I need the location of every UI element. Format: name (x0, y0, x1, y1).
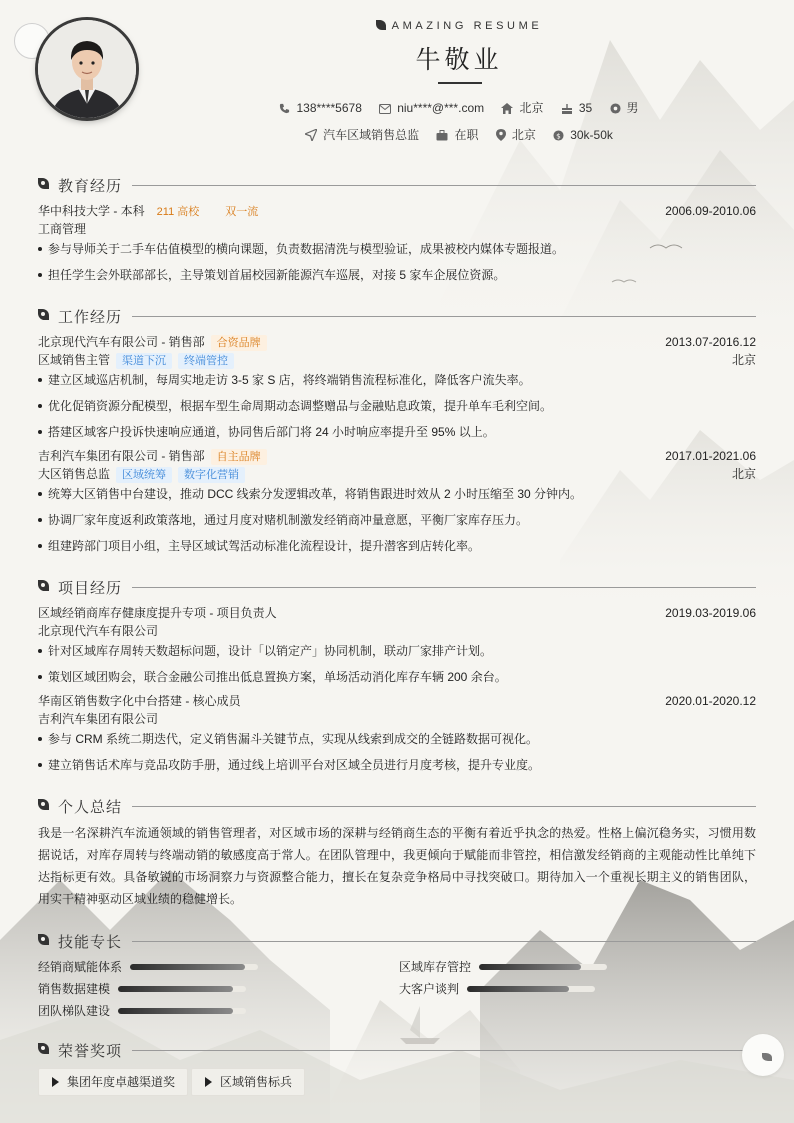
education-header (38, 202, 756, 220)
skill-item (38, 958, 122, 976)
project-title: 华南区销售数字化中台搭建 - 核心成员 (38, 694, 241, 708)
section-project (38, 577, 756, 597)
leaf-icon (38, 580, 49, 591)
project-header (38, 604, 756, 622)
section-work (38, 306, 756, 326)
leaf-icon (38, 1043, 49, 1054)
project-org: 吉利汽车集团有限公司 (38, 712, 159, 726)
work-period: 2013.07-2016.12 (665, 335, 756, 349)
section-divider (132, 941, 756, 942)
gender-icon (610, 103, 621, 114)
list-item: 协调厂家年度返利政策落地，通过月度对赌机制激发经销商冲量意愿，平衡厂家库存压力。 (38, 511, 756, 529)
work-city: 北京 (731, 467, 756, 481)
contact-age-text: 35 (578, 101, 593, 115)
leaf-icon (38, 799, 49, 810)
job-status (436, 126, 478, 143)
contact-home-text: 北京 (519, 101, 544, 115)
section-education (38, 175, 756, 195)
skill-bar-fill (118, 986, 233, 992)
skill-name: 大客户谈判 (399, 982, 460, 996)
skill-name: 团队梯队建设 (38, 1004, 111, 1018)
contact-row (124, 99, 794, 116)
leaf-icon (38, 178, 49, 189)
project-period: 2019.03-2019.06 (665, 606, 756, 620)
work-city: 北京 (731, 353, 756, 367)
brand-label (0, 20, 794, 32)
skill-name: 销售数据建模 (38, 982, 111, 996)
contact-phone (279, 101, 361, 115)
skill-bar-fill (467, 986, 569, 992)
job-location-text: 北京 (511, 128, 536, 142)
back-to-top-button[interactable] (742, 1034, 784, 1076)
skill-item (38, 980, 110, 998)
list-item: 参与 CRM 系统二期迭代，定义销售漏斗关键节点，实现从线索到成交的全链路数据可视化。 (38, 730, 756, 748)
section-awards (38, 1040, 756, 1060)
leaf-icon (376, 20, 386, 30)
list-item: 统筹大区销售中台建设，推动 DCC 线索分发逻辑改革，将销售跟进时效从 2 小时压缩至 30 分钟内。 (38, 485, 756, 503)
skill-item (399, 958, 471, 976)
list-item: 参与导师关于二手车估值模型的横向课题，负责数据清洗与模型验证，成果被校内媒体专题报道。 (38, 240, 756, 258)
job-row (124, 126, 794, 143)
education-school: 华中科技大学 - 本科 (38, 204, 145, 218)
job-status-text: 在职 (454, 128, 479, 142)
section-divider (132, 185, 756, 186)
list-item: 搭建区域客户投诉快速响应通道，协同售后部门将 24 小时响应率提升至 95% 以上。 (38, 423, 756, 441)
education-period: 2006.09-2010.06 (665, 204, 756, 218)
contact-gender (610, 99, 639, 116)
award-item: 区域销售标兵 (191, 1068, 305, 1096)
list-item: 担任学生会外联部部长，主导策划首届校园新能源汽车巡展，对接 5 家车企展位资源。 (38, 266, 756, 284)
skill-bar-fill (118, 1008, 233, 1014)
skill-name: 区域库存管控 (399, 960, 472, 974)
section-skills (38, 931, 756, 951)
project-title: 区域经销商库存健康度提升专项 - 项目负责人 (38, 606, 277, 620)
brand-text: AMAZING RESUME (391, 20, 543, 32)
project-header (38, 692, 756, 710)
contact-phone-text: 138****5678 (296, 101, 362, 115)
work-role (38, 465, 756, 483)
work-company: 吉利汽车集团有限公司 - 销售部 (38, 449, 205, 463)
work-header (38, 333, 756, 351)
job-title-text: 汽车区域销售总监 (323, 128, 420, 142)
section-education-title: 教育经历 (58, 178, 123, 195)
contact-age (561, 101, 592, 115)
work-role-title: 区域销售主管 (38, 353, 111, 367)
role-tag: 区域统筹 (116, 467, 172, 483)
education-tag: 双一流 (225, 206, 259, 218)
work-tag: 自主品牌 (211, 449, 267, 465)
mail-icon (379, 104, 391, 114)
briefcase-icon (436, 130, 448, 141)
skill-bar (118, 986, 246, 992)
job-location (496, 126, 536, 143)
list-item: 建立销售话术库与竞品攻防手册，通过线上培训平台对区域全员进行月度考核，提升专业度。 (38, 756, 756, 774)
skill-bar (118, 1008, 246, 1014)
project-period: 2020.01-2020.12 (665, 694, 756, 708)
award-item: 集团年度卓越渠道奖 (38, 1068, 188, 1096)
list-item: 策划区域团购会，联合金融公司推出低息置换方案，单场活动消化库存车辆 200 余台。 (38, 668, 756, 686)
section-divider (132, 1050, 756, 1051)
skill-item (38, 1002, 110, 1020)
work-tag: 合资品牌 (211, 335, 267, 351)
svg-text:$: $ (556, 131, 562, 141)
skill-bar (130, 964, 258, 970)
section-divider (132, 316, 756, 317)
contact-home (501, 99, 543, 116)
job-salary-text: 30k-50k (570, 128, 613, 142)
work-company: 北京现代汽车有限公司 - 销售部 (38, 335, 205, 349)
send-icon (305, 129, 317, 141)
home-icon (501, 103, 513, 114)
skill-item (399, 980, 459, 998)
list-item: 针对区域库存周转天数超标问题，设计「以销定产」协同机制，联动厂家排产计划。 (38, 642, 756, 660)
section-divider (132, 587, 756, 588)
education-tag: 211 高校 (156, 206, 200, 218)
role-tag: 数字化营销 (178, 467, 245, 483)
job-salary (553, 128, 613, 142)
name-divider (438, 82, 482, 84)
leaf-icon (38, 309, 49, 320)
work-role (38, 351, 756, 369)
skill-bar-fill (479, 964, 581, 970)
leaf-icon (38, 934, 49, 945)
list-item: 优化促销资源分配模型，根据车型生命周期动态调整赠品与金融贴息政策，提升单车毛利空间。 (38, 397, 756, 415)
skill-name: 经销商赋能体系 (38, 960, 123, 974)
contact-email (379, 101, 484, 115)
candidate-name: 牛敬业 (415, 46, 503, 74)
phone-icon (279, 103, 290, 114)
list-item: 组建跨部门项目小组，主导区域试驾活动标准化流程设计，提升潜客到店转化率。 (38, 537, 756, 555)
education-major: 工商管理 (38, 222, 87, 236)
skill-bar (479, 964, 607, 970)
list-item: 建立区域巡店机制，每周实地走访 3-5 家 S 店，将终端销售流程标准化，降低客户流失率。 (38, 371, 756, 389)
section-awards-title: 荣誉奖项 (58, 1043, 123, 1060)
cake-icon (561, 103, 573, 114)
section-work-title: 工作经历 (58, 309, 123, 326)
work-header (38, 447, 756, 465)
contact-gender-text: 男 (626, 101, 639, 115)
section-divider (132, 806, 756, 807)
skill-bar-fill (130, 964, 245, 970)
summary-text: 我是一名深耕汽车流通领域的销售管理者，对区域市场的深耕与经销商生态的平衡有着近乎执念的热爱。性格上偏沉稳务实，习惯用数据说话，对库存周转与终端动销的敏感度高于常人。在团队管理中，我更倾向于赋能而非管控，相信激发经销商的主观能动性比单纯下达指标更有效。具备敏锐的市场洞察力与资源整合能力，擅长在复杂竞争格局中寻找突破口。期待加入一个重视长期主义的销售团队，用实干精神驱动区域业绩的稳健增长。 (38, 826, 756, 906)
section-skills-title: 技能专长 (58, 934, 123, 951)
job-title (305, 126, 419, 143)
money-icon (553, 130, 564, 141)
skill-bar (467, 986, 595, 992)
work-period: 2017.01-2021.06 (665, 449, 756, 463)
contact-email-text: niu****@***.com (397, 101, 485, 115)
section-project-title: 项目经历 (58, 580, 123, 597)
project-org: 北京现代汽车有限公司 (38, 624, 159, 638)
role-tag: 终端管控 (178, 353, 234, 369)
location-icon (496, 129, 506, 141)
work-role-title: 大区销售总监 (38, 467, 111, 481)
section-summary (38, 796, 756, 816)
section-summary-title: 个人总结 (58, 799, 123, 816)
role-tag: 渠道下沉 (116, 353, 172, 369)
